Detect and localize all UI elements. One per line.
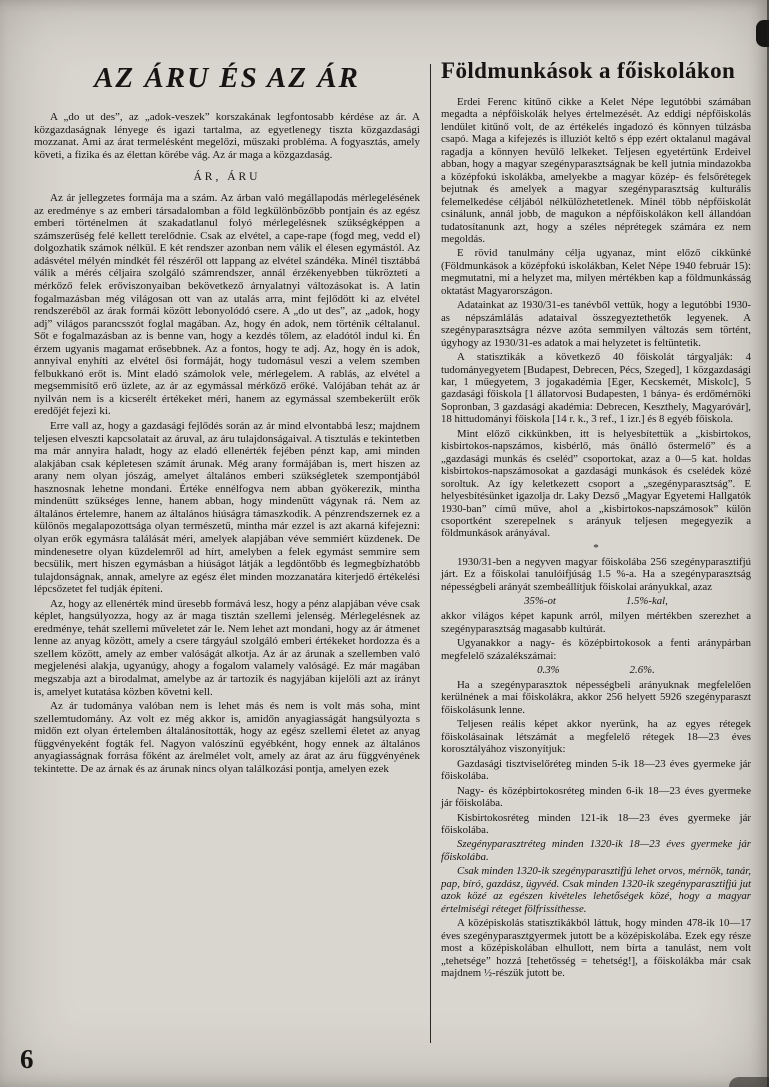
right-article-column [431,58,751,1057]
paragraph: Az ár tudománya valóban nem is lehet más és nem is volt más soha, mint szellemtudomány. Az volt ez még akkor is, amidőn anyagiasságát hangsúlyozta s midőn ezt olyan értelemben általánosították, hogy az egész szellemi életet az anyag függvényeként fogták fel. Nagyon valószínű egyébként, hogy ennek az általános anyagiasságnak forrása főként az árelmélet volt, amely az árat az áru függvényének tekintette. De az árnak és az árunak nincs olyan találkozási pontja, amelyen ezek [34,700,420,775]
left-article-title: AZ ÁRU ÉS AZ ÁR [94,62,360,94]
ratio-right-value: 2.6%. [629,664,655,677]
left-article-subheading: ÁR, ÁRU [193,171,261,184]
paragraph: Az ár jellegzetes formája ma a szám. Az árban való megállapodás mérlegelésének az eredménye s az emberi társadalomban a föld legkülönbözőbb pontjain és az egész emberi történelmen át szakadatlanul folyó mérlegelésnek szükségképpen a számszerűség felé kellett terelődnie. Csak az elvétel, a cape-rape (fogd meg, vedd el) dolgozhatik számok nélkül. E két rendszer azonban nem válik el élesen egymástól. Az adásvétel mélyén mindkét fél részéről ott lappang az elvétel szándéka. Minél tisztábbá válik a mérés céljaira szolgáló számrendszer, annál érzékenyebben tükrözteti a mérkőző felek erőviszonyaiban bekövetkező árnyalatnyi változásokat is. A latin fogalmazásban még világosan ott van az utalás arra, mint fejlődött ki az elvétel rendszeréből az árak formái között lebonyolódó csere. A „do ut des”, az „adok, hogy adj” világos parancsszót foglal magában. Az, hogy én adok, nem történik céltalanul. Sőt e fogalmazásban az is benne van, hogy a kezdés tőlem, az eladótól indul ki. Én érzem ugyanis magamat erősebbnek. Az a fontos, hogy te adj. Az, hogy én is adok, annyival enyhíti az elvétel ősi formáját, hogy tudomásul veszi a velem szemben felbukkanó erőt is. Mint eladó számolok vele, mérlegelem. A rablás, az elvétel a megsemmisítő erő üzlete, az ár az egymással mérkőző erőké. Valójában tehát az ár nyilván nem is a kicserélt értékeket méri, hanem az egymással szembekerült erők eredőjét fejezi ki. [34,192,420,418]
paragraph: Gazdasági tisztviselőréteg minden 5-ik 18—23 éves gyermeke jár főiskolába. [441,757,751,783]
paragraph: Kisbirtokosréteg minden 121-ik 18—23 éves gyermeke jár főiskolába. [441,811,751,837]
paragraph: E rövid tanulmány célja ugyanaz, mint előző cikkünké (Földmunkások a középfokú iskolákban, Kelet Népe 1940 február 15): megmutatni, mi a helyzet ma, milyen mértékben kap a földmunkásság oktatást Magyarországon. [441,247,751,297]
paragraph: Szegényparasztréteg minden 1320-ik 18—23 éves gyermeke jár főiskolába. [441,838,751,863]
paragraph: akkor világos képet kapunk arról, milyen mértékben szerezhet a szegényparasztság magasabb kultúrát. [441,610,751,635]
paragraph: Adatainkat az 1930/31-es tanévből vettük, hogy a legutóbbi 1930-as népszámlálás adataival összegyeztethetők legyenek. A szegényparasztságra nézve azóta semmilyen változás sem történt, úgyhogy az 1930/31-es adatok a mai helyzetet is feltüntetik. [441,299,751,349]
paragraph: Erdei Ferenc kitűnő cikke a Kelet Népe legutóbbi számában megadta a népfőiskolák helyes értelmezését. Az eddigi népfőiskolás lendület kitűnő volt, de az értékelés ingadozó és könnyen túlzásba csapó. Maga a kifejezés is illuziót keltő s épp ezért oktalanul magával ragadja a könnyen hevülő lelkeket. Teljesen egyetértünk Erdeivel abban, hogy a magyar szegényparasztságnak be kell jutnia mindazokba a középfokú iskolákba, amelyekbe a magyar közép- és felsőrétegek bejutnak és amelyek a magyar szegényparasztság kulturális felemelkedése céljából nélkülözhetetlenek. Minél több népfőiskolát csinálunk, annál jobb, de magukon a népfőiskolákon kell állandóan tudatosítanunk azt, hogy a széles néprétegek számára ez nem megoldás. [441,96,751,245]
ratio-left-value: 0.3% [537,664,560,677]
ratio-line-landowners [441,664,751,677]
paragraph: Csak minden 1320-ik szegényparasztifjú lehet orvos, mérnök, tanár, pap, bíró, gazdász, ügyvéd. Csak minden 1320-ik szegényparasztifjú jut azok közé az egészen kivételes lehetőségek közé, hogy a magyar értelmiségi réteget fölfrissíthesse. [441,865,751,915]
paragraph: A „do ut des”, az „adok-veszek” korszakának legfontosabb kérdése az ár. A közgazdaságnak lényege és igazi tartalma, az egyetlenegy tiszta közgazdasági mozzanat. Ami az árat termelésként megelőzi, műszaki probléma. A fogyasztás, amely követi, a fizika és az élettan körébe vág. Az ár maga a közgazdaság. [34,111,420,161]
paragraph: Nagy- és középbirtokosréteg minden 6-ik 18—23 éves gyermeke jár főiskolába. [441,784,751,810]
ratio-right-value: 1.5%-kal, [625,595,668,608]
page-number: 6 [20,1044,34,1074]
paragraph: Ha a szegényparasztok népességbeli arányuknak megfelelően kerülnének a mai főiskolákra, akkor 256 helyett 5926 szegényparaszt főiskolásunk lenne. [441,679,751,716]
right-article-title: Földmunkások a főiskolákon [441,58,736,83]
page-content [34,58,751,1057]
section-separator-star: * [593,541,599,554]
paragraph: Ugyanakkor a nagy- és középbirtokosok a fenti aránypárban megfelelő százalékszámai: [441,637,751,662]
ratio-line-population-vs-college [441,595,751,608]
ratio-left-value: 35%-ot [524,595,556,608]
scan-artifact-bottom-right [729,1077,769,1087]
paragraph: 1930/31-ben a negyven magyar főiskolába 256 szegényparasztifjú járt. Ez a főiskolai tanulóifjúság 1.5 %-a. Ha a szegényparasztság népességbeli arányát szembeállítjuk főiskolai arányukkal, azaz [441,555,751,593]
paragraph: A statisztikák a következő 40 főiskolát tárgyalják: 4 tudományegyetem [Budapest, Debrecen, Pécs, Szeged], 1 közgazdasági kar, 1 műegyetem, 3 jogakadémia [Eger, Kecskemét, Miskolc], 5 gazdasági főiskola [1 állatorvosi Budapesten, 1 bánya- és erdőmérnöki Sopronban, 3 gazdasági akadémia: Debrecen, Keszthely, Magyaróvár], 18 hittudományi főiskola [14 r. k., 3 ref., 1 izr.] és 8 egyéb főiskola. [441,351,751,426]
paragraph: Mint előző cikkünkben, itt is helyesbítettük a „kisbirtokos, kisbirtokos-napszámos, kisbérlő, más önálló őstermelő” és a „gazdasági munkás és cseléd” csoportokat, azaz a 0—5 kat. holdas kisbirtokos-napszámosokat a gazdasági munkások és cselédek közé soroltuk. Az így keletkezett csoport a „szegényparasztság”. E helyesbítésünket igazolja dr. Laky Dezső „Magyar Egyetemi Hallgatók 1930-ban” című műve, ahol a „kisbirtokos-napszámosok” külön csoportként szerepelnek s arányuk teljesen megegyezik a földmunkások arányával. [441,427,751,540]
paragraph: A középiskolás statisztikákból láttuk, hogy minden 478-ik 10—17 éves szegényparasztgyermek jutott be a középiskolába. Ezek egy része most a középiskolában elhullott, nem bírta a tanulást, nem volt „tehetsége” hozzá [tehetősség = tehetség!], a főiskolákba már csak majdnem ½-részük jutott be. [441,917,751,979]
paragraph: Teljesen reális képet akkor nyerünk, ha az egyes rétegek főiskolásainak létszámát a megfelelő rétegek 18—23 éves korosztályához viszonyítjuk: [441,718,751,756]
left-article-column [34,58,430,1057]
paragraph: Az, hogy az ellenérték mind üresebb formává lesz, hogy a pénz alapjában véve csak képlet, hangsúlyozza, hogy az ár maga tisztán szellemi jelenség. Mérlegelésnek az eredménye, tehát szellemi műveletet zár le. Nem lehet azt mondani, hogy az ár átmenet lenne az anyag között, amely a csere tárgyául szolgáló emberi értékeket hordozza és a szellem között, amely az ember valóságát alkotja. Az ár az árunak a szellemben való megjelenési alakja, ugyanúgy, ahogy a fogalom valamely valóságé. Ez már magában megszabja azt a birodalmat, amelybe az ár tartozik és nagyjában kijelöli azt az irányt is, amelyet kutatása közben követni kell. [34,597,420,698]
paragraph: Erre vall az, hogy a gazdasági fejlődés során az ár mind elvontabbá lesz; majdnem teljesen elveszti kapcsolatait az áruval, az áru tulajdonságaival. A tisztulás e tekintetben ma már annyira haladt, hogy az eladó ellenérték fejében pénzt kap, ami minden alakjában csak képletesen számít árunak. Még arany formájában is, mert hiszen az arany nem olyan jószág, amelyet általános emberi szükségletek szempontjából hasznosnak lehetne mondani. Értéke ennélfogva nem abban gyökerezik, mintha mindenütt szükséges lenne, hanem abban, hogy mindenütt vágynak rá. Nem az általános értelemre, hanem az általános hiúságra támaszkodik. A pénzrendszernek ez a különös megalapozottsága olyan természetű, mintha már ezzel is azt akarná kifejezni: olyan erők egymásra találását méri, amelyek alapjában véve semmiért küzdenek. De mindenesetre olyan küzdelemről ad hírt, amelyben a felek egymást semmire sem becsülik, mert hiszen egymásban a hiúságot látják a legdöntőbb és legmegbízhatóbb tulajdonságnak, annak, amelyre az egész élet minden mozzanatára kiterjedő értékelési lépcsőzetet fel tudják építeni. [34,420,420,596]
